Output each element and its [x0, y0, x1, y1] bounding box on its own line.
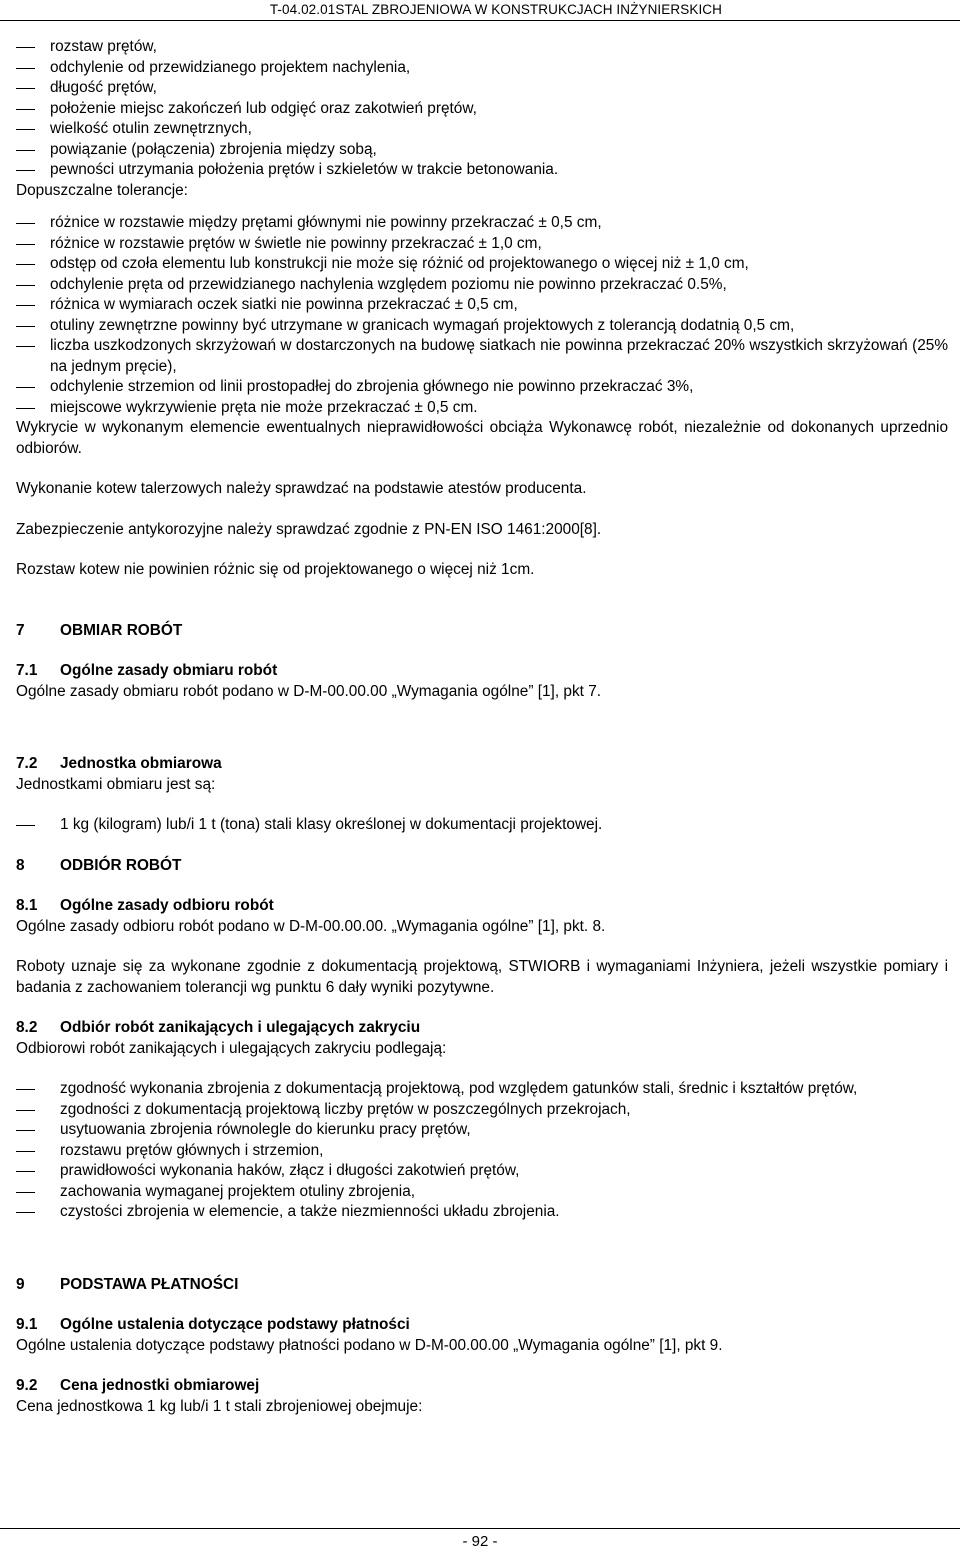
tolerances-intro: Dopuszczalne tolerancje:: [16, 181, 188, 199]
list-item: różnice w rozstawie prętów w świetle nie powinny przekraczać ± 1,0 cm,: [16, 234, 948, 255]
section-8-2-heading: [16, 1018, 948, 1039]
list-item: otuliny zewnętrzne powinny być utrzymane w granicach wymagań projektowych z tolerancją dodatnią 0,5 cm,: [16, 316, 948, 337]
section-7-2-text: Jednostkami obmiaru jest są:: [16, 775, 216, 793]
section-title: OBMIAR ROBÓT: [60, 621, 183, 639]
section-title: Jednostka obmiarowa: [60, 755, 222, 772]
section-number: 8: [16, 856, 25, 874]
section-7-1-heading: [16, 661, 948, 682]
paragraph-corrosion: Zabezpieczenie antykorozyjne należy sprawdzać zgodnie z PN-EN ISO 1461:2000[8].: [16, 520, 602, 538]
units-list: [16, 815, 948, 836]
list-item: zachowania wymaganej projektem otuliny zbrojenia,: [16, 1182, 948, 1203]
list-item: długość prętów,: [16, 78, 948, 99]
section-9-1-text: Ogólne ustalenia dotyczące podstawy płatności podano w D-M-00.00.00 „Wymagania ogólne” [1], pkt 9.: [16, 1336, 723, 1354]
section-number: 9.1: [16, 1316, 38, 1333]
list-item: zgodności z dokumentacją projektową liczby prętów w poszczególnych przekrojach,: [16, 1100, 948, 1121]
section-9-2-heading: [16, 1376, 948, 1397]
list-item: usytuowania zbrojenia równolegle do kierunku pracy prętów,: [16, 1120, 948, 1141]
list-item: wielkość otulin zewnętrznych,: [16, 119, 948, 140]
section-number: 8.2: [16, 1019, 38, 1036]
section-9-2-text: Cena jednostkowa 1 kg lub/i 1 t stali zbrojeniowej obejmuje:: [16, 1397, 423, 1415]
list-item: odstęp od czoła elementu lub konstrukcji nie może się różnić od projektowanego o więcej niż ± 1,0 cm,: [16, 254, 948, 275]
section-7-heading: [16, 621, 948, 642]
section-title: Cena jednostki obmiarowej: [60, 1377, 260, 1394]
section-number: 9.2: [16, 1377, 38, 1394]
section-8-heading: [16, 856, 948, 877]
section-number: 7: [16, 621, 25, 639]
list-item: liczba uszkodzonych skrzyżowań w dostarczonych na budowę siatkach nie powinna przekraczać 20% wszystkich skrzyżowań (25% na jednym pręcie),: [16, 336, 948, 377]
section-number: 8.1: [16, 897, 38, 914]
list-item: czystości zbrojenia w elemencie, a także niezmienności układu zbrojenia.: [16, 1202, 948, 1223]
list-item: pewności utrzymania położenia prętów i szkieletów w trakcie betonowania.: [16, 160, 948, 181]
list-item: odchylenie pręta od przewidzianego nachylenia względem poziomu nie powinno przekraczać 0.5%,: [16, 275, 948, 296]
section-title: Ogólne zasady odbioru robót: [60, 897, 274, 914]
list-item: odchylenie strzemion od linii prostopadłej do zbrojenia głównego nie powinno przekraczać 3%,: [16, 377, 948, 398]
section-title: Ogólne zasady obmiaru robót: [60, 662, 278, 679]
section-9-1-heading: [16, 1315, 948, 1336]
list-item: prawidłowości wykonania haków, złącz i długości zakotwień prętów,: [16, 1161, 948, 1182]
check-list: [16, 37, 948, 181]
list-item: różnica w wymiarach oczek siatki nie powinna przekraczać ± 0,5 cm,: [16, 295, 948, 316]
section-number: 9: [16, 1275, 25, 1293]
section-title: Ogólne ustalenia dotyczące podstawy płatności: [60, 1316, 410, 1333]
list-item: rozstaw prętów,: [16, 37, 948, 58]
list-item: różnice w rozstawie między prętami głównymi nie powinny przekraczać ± 0,5 cm,: [16, 213, 948, 234]
list-item: zgodność wykonania zbrojenia z dokumentacją projektową, pod względem gatunków stali, średnic i kształtów prętów,: [16, 1079, 948, 1100]
list-item: odchylenie od przewidzianego projektem nachylenia,: [16, 58, 948, 79]
paragraph-anchors: Wykonanie kotew talerzowych należy sprawdzać na podstawie atestów producenta.: [16, 480, 587, 497]
list-item: miejscowe wykrzywienie pręta nie może przekraczać ± 0,5 cm.: [16, 398, 948, 419]
section-8-2-text: Odbiorowi robót zanikających i ulegających zakryciu podlegają:: [16, 1039, 447, 1057]
section-title: ODBIÓR ROBÓT: [60, 856, 182, 874]
section-8-1-text: Ogólne zasady odbioru robót podano w D-M-00.00.00. „Wymagania ogólne” [1], pkt. 8.: [16, 917, 606, 935]
section-title: Odbiór robót zanikających i ulegających zakryciu: [60, 1019, 421, 1036]
page-number: - 92 -: [462, 1533, 498, 1550]
section-title: PODSTAWA PŁATNOŚCI: [60, 1275, 239, 1293]
page-header: T-04.02.01STAL ZBROJENIOWA W KONSTRUKCJACH INŻYNIERSKICH: [269, 2, 722, 17]
footer-divider: [0, 1528, 960, 1529]
document-body: [16, 37, 948, 1417]
list-item: położenie miejsc zakończeń lub odgięć oraz zakotwień prętów,: [16, 99, 948, 120]
list-item: powiązanie (połączenia) zbrojenia między sobą,: [16, 140, 948, 161]
section-number: 7.1: [16, 662, 38, 679]
header-divider: [0, 20, 960, 21]
section-7-2-heading: [16, 754, 948, 775]
section-9-heading: [16, 1275, 948, 1296]
paragraph-spacing: Rozstaw kotew nie powinien różnic się od projektowanego o więcej niż 1cm.: [16, 561, 535, 578]
section-number: 7.2: [16, 755, 38, 772]
paragraph-defects: Wykrycie w wykonanym elemencie ewentualnych nieprawidłowości obciąża Wykonawcę robót, niezależnie od dokonanych uprzednio odbiorów.: [16, 419, 948, 457]
section-7-1-text: Ogólne zasady obmiaru robót podano w D-M-00.00.00 „Wymagania ogólne” [1], pkt 7.: [16, 682, 602, 700]
list-item: rozstawu prętów głównych i strzemion,: [16, 1141, 948, 1162]
section-8-1-heading: [16, 896, 948, 917]
section-8-1-text2: Roboty uznaje się za wykonane zgodnie z dokumentacją projektową, STWIORB i wymaganiami Inżyniera, jeżeli wszystkie pomiary i badania z zachowaniem tolerancji wg punktu 6 dały wyniki pozytywne.: [16, 958, 948, 996]
acceptance-list: [16, 1079, 948, 1223]
list-item: 1 kg (kilogram) lub/i 1 t (tona) stali klasy określonej w dokumentacji projektowej.: [16, 815, 948, 836]
tolerances-list: [16, 213, 948, 418]
